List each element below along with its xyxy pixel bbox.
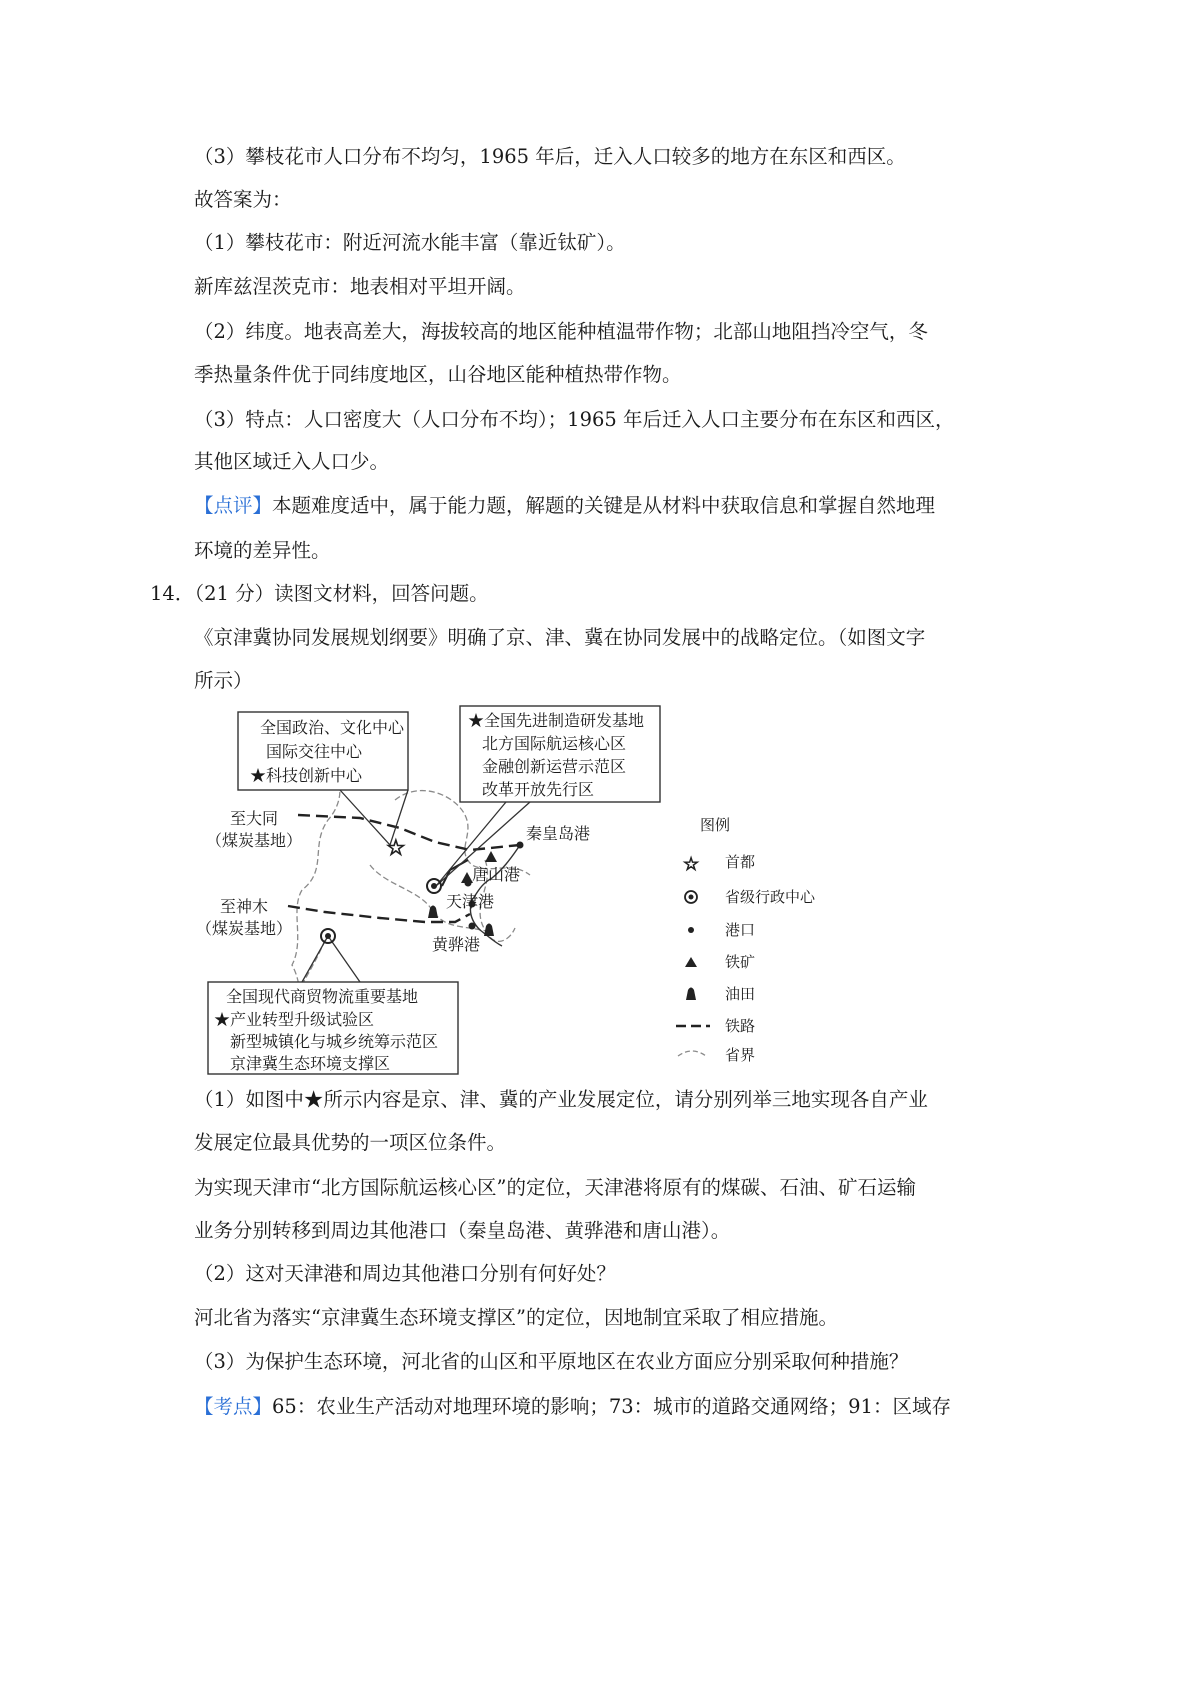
- tianjin-box-line: ★全国先进制造研发基地: [468, 711, 645, 730]
- label-datong-sub: （煤炭基地）: [206, 831, 303, 850]
- text-line: （2）纬度。地表高差大，海拔较高的地区能种植温带作物；北部山地阻挡冷空气，冬: [194, 320, 928, 343]
- boundary-legend-icon: [678, 1051, 706, 1056]
- beijing-box-line: 国际交往中心: [266, 742, 363, 761]
- legend-label-provincial-center: 省级行政中心: [725, 888, 816, 906]
- legend-label-port: 港口: [725, 921, 756, 939]
- legend-label-oil-field: 油田: [725, 985, 756, 1003]
- oil-field-icon: [484, 924, 494, 937]
- label-shenmu-sub: （煤炭基地）: [196, 919, 293, 938]
- text-line: 发展定位最具优势的一项区位条件。: [194, 1131, 507, 1154]
- comment-tag: 【点评】: [194, 494, 273, 517]
- text-line: （1）攀枝花市：附近河流水能丰富（靠近钛矿）。: [194, 231, 626, 254]
- port-dot-icon: [469, 923, 476, 930]
- provincial-center-dot: [325, 933, 331, 939]
- label-huanghua-port: 黄骅港: [432, 935, 481, 954]
- legend-label-boundary: 省界: [725, 1046, 756, 1064]
- text-line: 《京津冀协同发展规划纲要》明确了京、津、冀在协同发展中的战略定位。（如图文字: [194, 626, 926, 649]
- comment-text: 本题难度适中，属于能力题，解题的关键是从材料中获取信息和掌握自然地理: [272, 494, 936, 517]
- hebei-box-line: 全国现代商贸物流重要基地: [226, 987, 419, 1006]
- text-line: （1）如图中★所示内容是京、津、冀的产业发展定位，请分别列举三地实现各自产业: [194, 1088, 928, 1111]
- label-tianjin-port: 天津港: [446, 892, 495, 911]
- comment-line: [194, 496, 935, 516]
- question-title: 14．（21 分）读图文材料，回答问题。: [150, 582, 489, 605]
- beijing-box-line: ★科技创新中心: [250, 766, 363, 785]
- jing-jin-ji-map: [196, 700, 850, 1080]
- legend-label-capital: 首都: [725, 853, 756, 871]
- capital-star-icon: ☆: [386, 836, 406, 861]
- label-shenmu: 至神木: [220, 897, 269, 916]
- text-line: 所示）: [194, 669, 253, 692]
- exam-point-line: [194, 1397, 951, 1417]
- text-line: 为实现天津市“北方国际航运核心区”的定位，天津港将原有的煤碳、石油、矿石运输: [194, 1176, 916, 1199]
- text-line: 新库兹涅茨克市：地表相对平坦开阔。: [194, 275, 526, 298]
- legend-title: 图例: [700, 816, 731, 834]
- hebei-box-line: 新型城镇化与城乡统筹示范区: [230, 1032, 439, 1051]
- oil-field-icon: [686, 988, 696, 1001]
- legend-label-railway: 铁路: [725, 1017, 756, 1035]
- railway-line: [298, 815, 520, 850]
- port-dot-icon: [517, 842, 524, 849]
- tianjin-box-line: 金融创新运营示范区: [482, 757, 627, 776]
- tianjin-box-line: 北方国际航运核心区: [482, 734, 627, 753]
- text-line: 季热量条件优于同纬度地区，山谷地区能种植热带作物。: [194, 363, 682, 386]
- port-dot-icon: [688, 927, 694, 933]
- text-line: 环境的差异性。: [194, 539, 331, 562]
- text-line: 业务分别转移到周边其他港口（秦皇岛港、黄骅港和唐山港）。: [194, 1219, 731, 1242]
- provincial-center-dot: [689, 895, 694, 900]
- text-line: （3）为保护生态环境，河北省的山区和平原地区在农业方面应分别采取何种措施？: [194, 1350, 909, 1373]
- hebei-box-line: ★产业转型升级试验区: [214, 1010, 375, 1029]
- hebei-box-line: 京津冀生态环境支撑区: [230, 1054, 391, 1073]
- legend-label-iron-ore: 铁矿: [725, 953, 756, 971]
- text-line: （3）攀枝花市人口分布不均匀，1965 年后，迁入人口较多的地方在东区和西区。: [194, 145, 906, 168]
- exam-point-tag: 【考点】: [194, 1395, 273, 1418]
- iron-ore-icon: [485, 851, 497, 862]
- provincial-center-dot: [431, 883, 437, 889]
- label-qinhuangdao-port: 秦皇岛港: [526, 824, 591, 843]
- iron-ore-icon: [685, 957, 697, 967]
- text-line: 其他区域迁入人口少。: [194, 450, 390, 473]
- text-line: 河北省为落实“京津冀生态环境支撑区”的定位，因地制宜采取了相应措施。: [194, 1306, 838, 1329]
- text-line: （2）这对天津港和周边其他港口分别有何好处？: [194, 1262, 616, 1285]
- beijing-box-line: 全国政治、文化中心: [260, 718, 405, 737]
- capital-star-icon: ☆: [683, 854, 700, 875]
- railway-line: [288, 906, 470, 922]
- text-line: 故答案为：: [194, 188, 292, 211]
- exam-point-text: 65：农业生产活动对地理环境的影响；73：城市的道路交通网络；91：区域存: [272, 1395, 951, 1418]
- label-datong: 至大同: [230, 809, 279, 828]
- text-line: （3）特点：人口密度大（人口分布不均）；1965 年后迁入人口主要分布在东区和西区，: [194, 408, 955, 431]
- label-tangshan-port: 唐山港: [472, 865, 521, 884]
- tianjin-box-line: 改革开放先行区: [482, 780, 595, 799]
